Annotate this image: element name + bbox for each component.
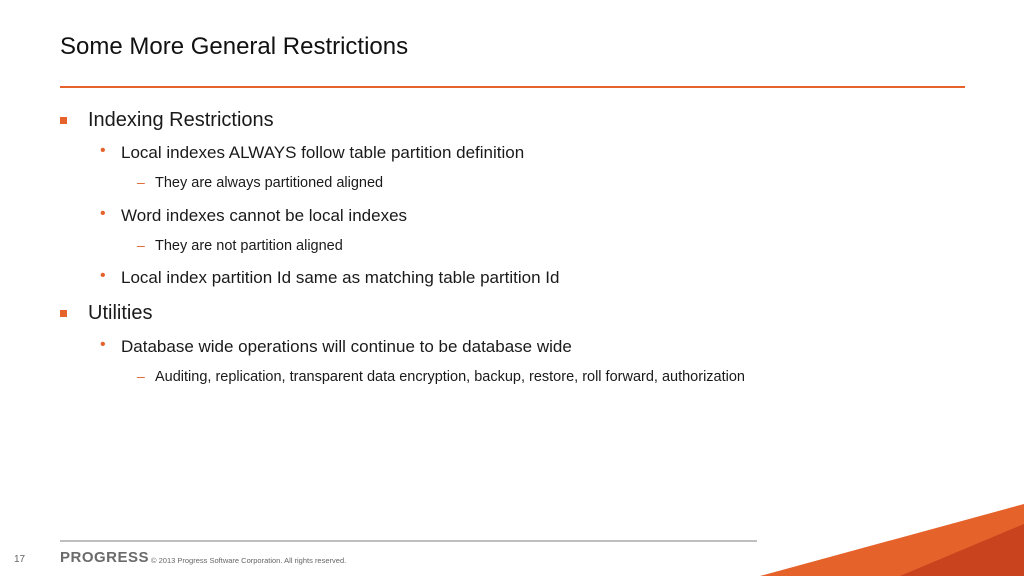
dash-bullet-icon: – [137,237,145,253]
dot-bullet-icon: • [100,142,106,159]
bullet-text: Utilities [88,302,153,324]
copyright-notice: © 2013 Progress Software Corporation. All rights reserved. [151,556,347,565]
slide-title: Some More General Restrictions [60,33,409,60]
bullet-text: Local index partition Id same as matching table partition Id [121,268,560,287]
bullet-text: Word indexes cannot be local indexes [121,206,408,225]
page-number: 17 [14,554,26,565]
dot-bullet-icon: • [100,267,106,284]
bullet-text: They are not partition aligned [155,238,343,254]
bullet-text: Database wide operations will continue to be database wide [121,337,572,356]
dash-bullet-icon: – [137,174,145,190]
bullet-text: Auditing, replication, transparent data encryption, backup, restore, roll forward, authorization [155,369,745,385]
bullet-text: They are always partitioned aligned [155,175,384,191]
dot-bullet-icon: • [100,205,106,222]
bullet-text: Local indexes ALWAYS follow table partition definition [121,143,525,162]
progress-logo: PROGRESS [60,549,150,566]
dash-bullet-icon: – [137,368,145,384]
dot-bullet-icon: • [100,336,106,353]
bullet-text: Indexing Restrictions [88,109,274,131]
